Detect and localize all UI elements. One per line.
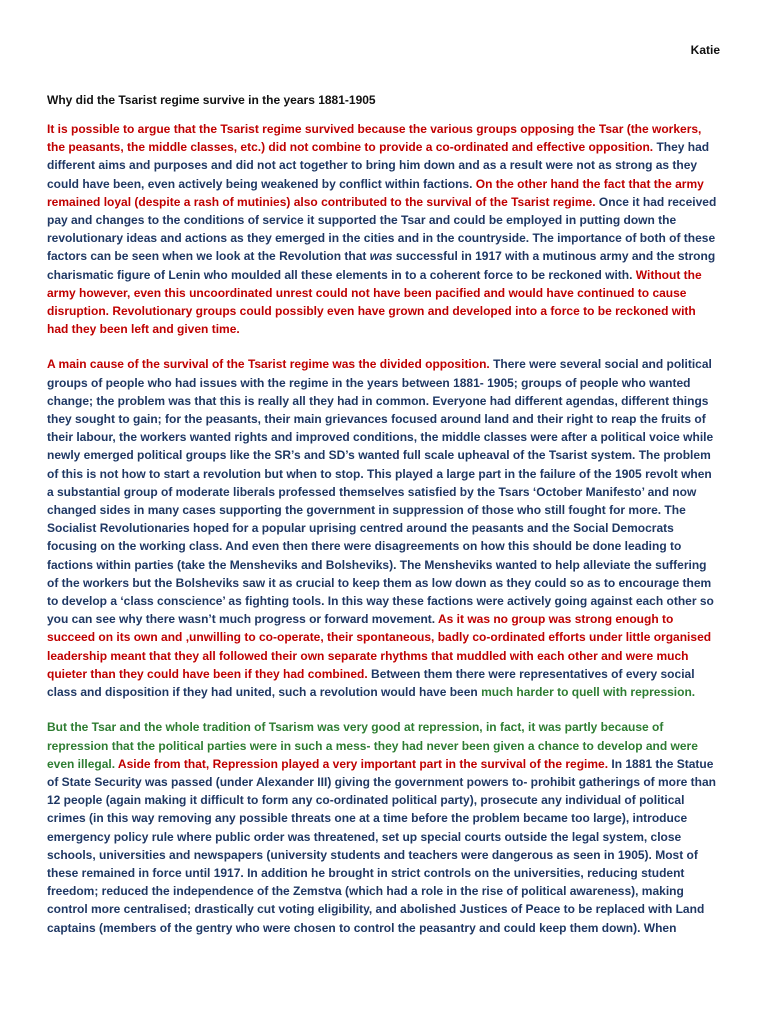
text-run: Between them there were representatives of every social class and disposition if they had united, such a revolution would have been <box>47 666 695 700</box>
text-run: There were several social and political groups of people who had issues with the regime in the years between 1881- 1905; groups of people who wanted change; the problem was that this is really all they had in common. Everyone had different agendas, different things they sought to gain; for the peasants, their main grievances focused around land and their right to reap the fruits of their labour, the workers wanted rights and improved conditions, the middle classes were after a political voice while newly emerged political groups like the SR’s and SD’s wanted full scale upheaval of the Tsarist system. The problem of this is not how to start a revolution but when to stop. This played a large part in the failure of the 1905 revolt when a substantial group of moderate liberals professed themselves satisfied by the Tsars ‘October Manifesto’ and now changed sides in many cases supporting the government in suppression of those who still fought for more. The Socialist Revolutionaries hoped for a popular uprising centred around the peasants and the Social Democrats focusing on the working class. And even then there were disagreements on how this should be done leading to factions within parties (take the Mensheviks and Bolsheviks). The Mensheviks wanted to help alleviate the suffering of the workers but the Bolsheviks saw it as crucial to keep them as low down as they could so as to encourage them to develop a ‘class conscience’ as fighting tools. In this way these factions were actively going against each other so you can see why there wasn’t much progress or forward movement. <box>47 357 714 627</box>
paragraph-2 <box>47 355 718 701</box>
author-name: Katie <box>690 43 720 57</box>
text-run: much harder to quell with repression. <box>481 685 696 700</box>
essay-body <box>47 120 718 954</box>
text-run: But the Tsar and the whole tradition of Tsarism was very good at repression, in fact, it was partly because of repression that the political parties were in such a mess- they had never been given a chance to develop and were even illegal. <box>47 720 698 771</box>
paragraph-3 <box>47 718 718 936</box>
text-run: Once it had received pay and changes to the conditions of service it supported the Tsar and could be employed in putting down the revolutionary ideas and actions as they emerged in the cities and in the countryside. The importance of both of these factors can be seen when we look at the Revolution that <box>47 194 717 264</box>
essay-title: Why did the Tsarist regime survive in the years 1881-1905 <box>47 93 376 107</box>
text-run: They had different aims and purposes and did not act together to bring him down and as a result were not as strong as they could have been, even actively being weakened by conflict within factions. <box>47 140 710 191</box>
text-run: Aside from that, Repression played a very important part in the survival of the regime. <box>117 756 609 771</box>
text-run: It is possible to argue that the Tsarist regime survived because the various groups opposing the Tsar (the workers, the peasants, the middle classes, etc.) did not combine to provide a co-ordinated and effective opposition. <box>47 122 702 155</box>
text-run: In 1881 the Statue of State Security was passed (under Alexander III) giving the government powers to- prohibit gatherings of more than 12 people (again making it difficult to form any co-ordinated political party), prosecute any individual of political crimes (in this way removing any possible threats one at a time before the problem became too large), introduce emergency policy rule where public order was threatened, set up special courts outside the legal system, close schools, universities and newspapers (university students and teachers were dangerous as seen in 1905). Most of these remained in force until 1917. In addition he brought in strict controls on the universities, reducing student freedom; reduced the independence of the Zemstva (which had a role in the rise of political awareness), making control more centralised; drastically cut voting eligibility, and abolished Justices of Peace to be replaced with Land captains (members of the gentry who were chosen to control the peasantry and could keep them down). When <box>47 756 716 935</box>
paragraph-1 <box>47 120 718 338</box>
text-run: A main cause of the survival of the Tsarist regime was the divided opposition. <box>47 357 490 372</box>
text-run: Without the army however, even this uncoordinated unrest could not have been pacified and would have continued to cause disruption. Revolutionary groups could possibly even have grown and developed into a force to be reckoned with had they been left and given time. <box>47 267 702 337</box>
text-run: successful in 1917 with a mutinous army and the strong charismatic figure of Lenin who moulded all these elements in to a coherent force to be reckoned with. <box>47 249 716 282</box>
text-run: As it was no group was strong enough to succeed on its own and ,unwilling to co-operate, their spontaneous, badly co-ordinated efforts under little organised leadership meant that they all followed their own separate rhythms that muddled with each other and were much quieter than they could have been if they had combined. <box>47 612 712 681</box>
text-run: On the other hand the fact that the army remained loyal (despite a rash of mutinies) also contributed to the survival of the Tsarist regime. <box>47 176 704 209</box>
text-run: was <box>369 249 393 264</box>
